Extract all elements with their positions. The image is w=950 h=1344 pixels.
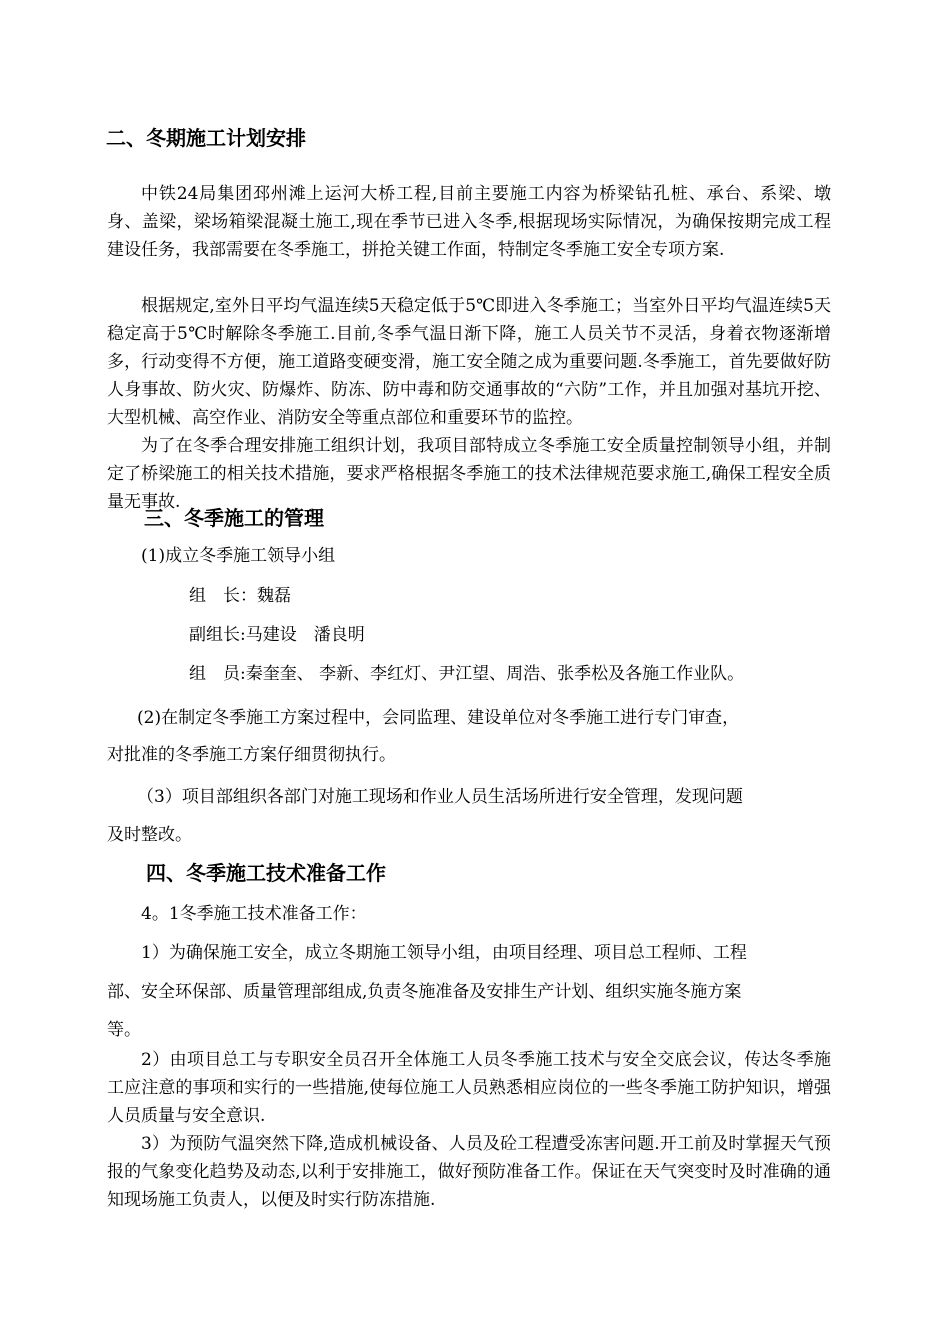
section-2-paragraph-3: 为了在冬季合理安排施工组织计划，我项目部特成立冬季施工安全质量控制领导小组，并制定了桥梁施工的相关技术措施，要求严格根据冬季施工的技术法律规范要求施工,确保工程安全质量无事故. [107, 436, 831, 512]
section-2-paragraph-2: 根据规定,室外日平均气温连续5天稳定低于5℃即进入冬季施工；当室外日平均气温连续5天稳定高于5℃时解除冬季施工.目前,冬季气温日渐下降，施工人员关节不灵活，身着衣物逐渐增多，行动变得不方便，施工道路变硬变滑，施工安全随之成为重要问题.冬季施工，首先要做好防人身事故、防火灾、防爆炸、防冻、防中毒和防交通事故的“六防”工作，并且加强对基坑开挖、大型机械、高空作业、消防安全等重点部位和重要环节的监控。 [107, 296, 831, 428]
section-4-item-1-line-1: 1）为确保施工安全，成立冬期施工领导小组，由项目经理、项目总工程师、工程 [141, 943, 747, 963]
group-deputy-leader: 副组长:马建设 潘良明 [189, 625, 365, 645]
section-3-item-3-line-2: 及时整改。 [107, 825, 192, 845]
section-3-item-2-line-1: (2)在制定冬季施工方案过程中，会同监理、建设单位对冬季施工进行专门审查， [137, 708, 740, 728]
section-3-item-2-line-2: 对批准的冬季施工方案仔细贯彻执行。 [107, 745, 396, 765]
section-2-heading: 二、冬期施工计划安排 [106, 126, 306, 150]
section-4-subheading: 4。1冬季施工技术准备工作： [141, 904, 367, 924]
section-4-heading: 四、冬季施工技术准备工作 [146, 861, 386, 885]
group-members: 组 员:秦奎奎、 李新、李红灯、尹江望、周浩、张季松及各施工作业队。 [189, 664, 745, 684]
section-2-paragraph-1: 中铁24局集团邳州滩上运河大桥工程,目前主要施工内容为桥梁钻孔桩、承台、系梁、墩身、盖梁，梁场箱梁混凝土施工,现在季节已进入冬季,根据现场实际情况，为确保按期完成工程建设任务，我部需要在冬季施工，拼抢关键工作面，特制定冬季施工安全专项方案. [107, 184, 831, 260]
group-leader: 组 长：魏磊 [189, 586, 291, 606]
section-4-item-1-line-3: 等。 [107, 1020, 141, 1040]
section-4-item-1-line-2: 部、安全环保部、质量管理部组成,负责冬施准备及安排生产计划、组织实施冬施方案 [107, 982, 742, 1002]
section-3-item-3-line-1: （3）项目部组织各部门对施工现场和作业人员生活场所进行安全管理，发现问题 [137, 787, 743, 807]
section-3-heading: 三、冬季施工的管理 [144, 506, 324, 530]
section-4-item-2: 2）由项目总工与专职安全员召开全体施工人员冬季施工技术与安全交底会议，传达冬季施工应注意的事项和实行的一些措施,使每位施工人员熟悉相应岗位的一些冬季施工防护知识，增强人员质量与安全意识. [107, 1050, 831, 1126]
section-3-item-1: (1)成立冬季施工领导小组 [141, 546, 336, 566]
section-4-item-3: 3）为预防气温突然下降,造成机械设备、人员及砼工程遭受冻害问题.开工前及时掌握天气预报的气象变化趋势及动态,以利于安排施工，做好预防准备工作。保证在天气突变时及时准确的通知现场施工负责人，以便及时实行防冻措施. [107, 1134, 831, 1210]
